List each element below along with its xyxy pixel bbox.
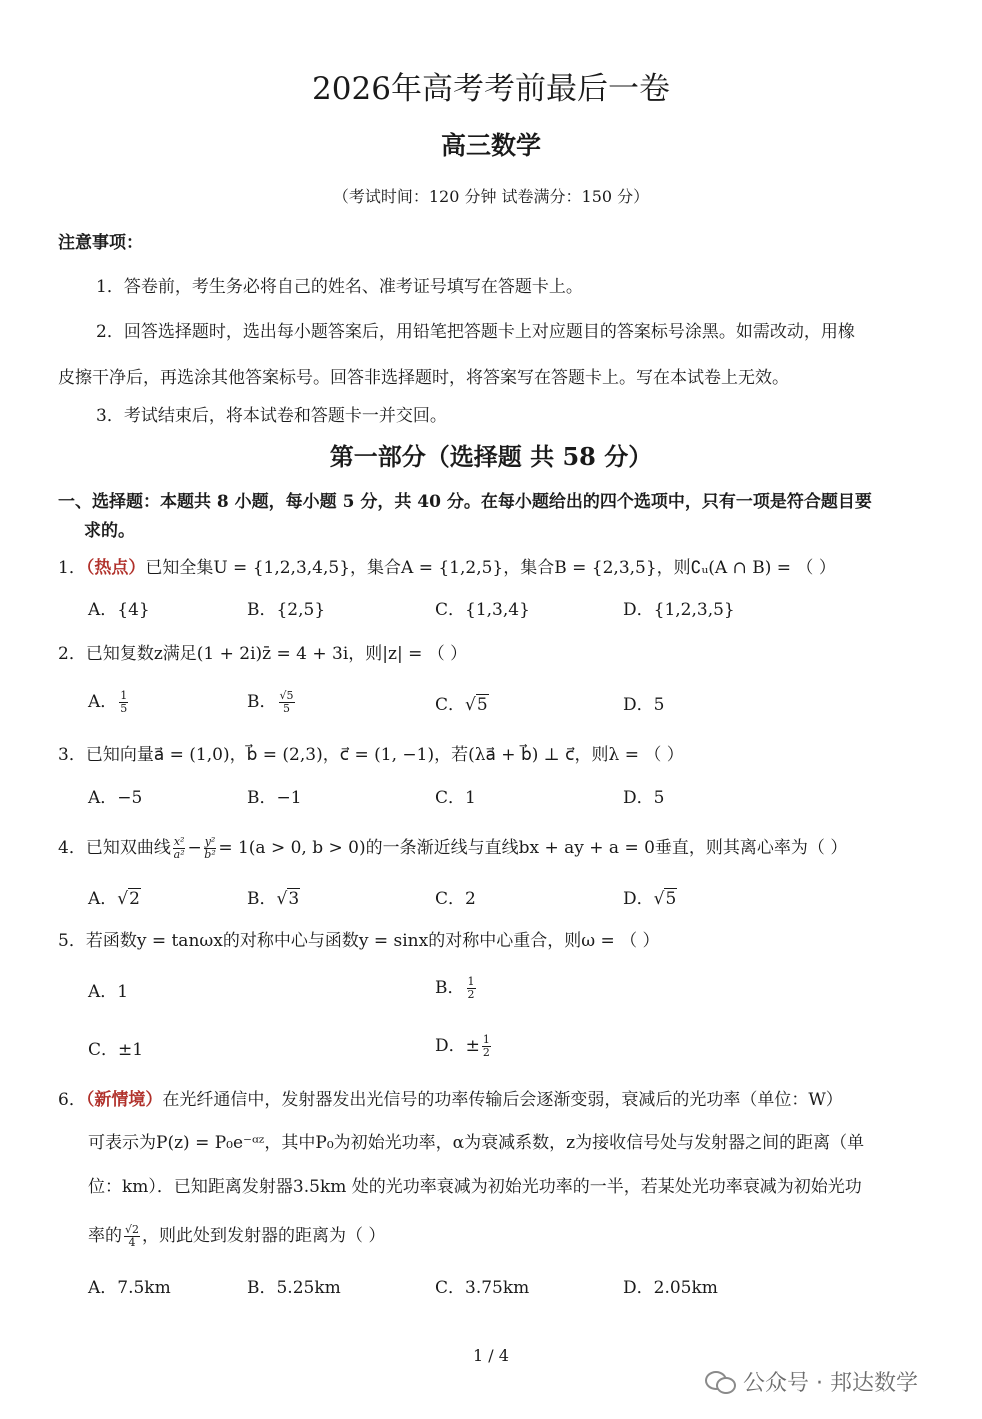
q6-line4-pre: 率的 <box>88 1226 122 1246</box>
part1-instruction-line1: 一、选择题：本题共 8 小题，每小题 5 分，共 40 分。在每小题给出的四个选项中，只有一项是符合题目要 <box>58 492 872 512</box>
q1-tag-hot: （热点） <box>85 558 146 578</box>
frac-denominator: 4 <box>128 1236 136 1249</box>
question-6-line3: 位：km）．已知距离发射器3.5km 处的光功率衰减为初始光功率的一半，若某处光功率衰减为初始光功 <box>88 1177 862 1197</box>
q4-minus: − <box>187 838 202 858</box>
q4-option-d-sqrt <box>654 888 678 910</box>
part1-title: 第一部分（选择题 共 58 分） <box>329 442 653 471</box>
q2-option-b-fraction <box>279 690 295 715</box>
sqrt-radicand: 5 <box>665 889 677 909</box>
frac-numerator: √2 <box>125 1223 140 1236</box>
q5-option-d <box>435 1034 493 1059</box>
frac-numerator: 1 <box>120 689 128 702</box>
q6-fraction <box>124 1224 140 1249</box>
frac-denominator: a² <box>173 848 185 861</box>
q4-option-b-sqrt <box>277 888 301 910</box>
frac-denominator: b² <box>204 848 216 861</box>
q2-option-b-label: B． <box>247 692 277 712</box>
q5-option-b-label: B． <box>435 978 465 998</box>
q1-option-d: D．{1,2,3,5} <box>623 600 735 620</box>
q6-option-b: B．5.25km <box>247 1278 341 1298</box>
q6-option-c: C．3.75km <box>435 1278 530 1298</box>
q4-option-c: C．2 <box>435 889 476 909</box>
q6-option-d: D．2.05km <box>623 1278 718 1298</box>
q3-option-d: D．5 <box>623 788 665 808</box>
q1-option-a: A．{4} <box>88 600 150 620</box>
sqrt-symbol: √ <box>276 889 288 909</box>
question-6-line2: 可表示为P(z) = P₀e⁻ᵅᶻ，其中P₀为初始光功率，α为衰减系数，z为接收信号处与发射器之间的距离（单 <box>88 1133 865 1153</box>
q5-option-a: A．1 <box>88 982 129 1002</box>
q5-option-b <box>435 976 478 1001</box>
q4-option-b <box>247 888 300 910</box>
question-5: 5．若函数y = tanωx的对称中心与函数y = sinx的对称中心重合，则ω = （ ） <box>58 931 660 951</box>
q4-option-b-label: B． <box>247 889 277 909</box>
question-3: 3．已知向量a⃗ = (1,0)，b⃗ = (2,3)，c⃗ = (1, −1)，若(λa⃗ + b⃗) ⊥ c⃗，则λ = （ ） <box>58 745 684 765</box>
note-item-2-line2: 皮擦干净后，再选涂其他答案标号。回答非选择题时，将答案写在答题卡上。写在本试卷上无效。 <box>58 368 789 388</box>
sqrt-radicand: 5 <box>476 695 488 715</box>
frac-numerator: 1 <box>482 1033 490 1046</box>
q6-option-a: A．7.5km <box>88 1278 171 1298</box>
sqrt-radicand: 2 <box>129 889 140 909</box>
sqrt-radicand: 3 <box>288 889 300 909</box>
note-item-2-line1: 2．回答选择题时，选出每小题答案后，用铅笔把答题卡上对应题目的答案标号涂黑。如需改动，用橡 <box>96 322 855 342</box>
note-item-3: 3．考试结束后，将本试卷和答题卡一并交回。 <box>96 406 447 426</box>
sqrt-symbol: √ <box>653 889 665 909</box>
watermark <box>705 1364 918 1398</box>
question-2: 2．已知复数z满足(1 + 2i)z̄ = 4 + 3i，则|z| = （ ） <box>58 644 468 664</box>
q5-option-b-fraction <box>467 976 476 1001</box>
q1-stem: 已知全集U = {1,2,3,4,5}，集合A = {1,2,5}，集合B = {2,3,5}，则∁ᵤ(A ∩ B) = （ ） <box>145 558 836 578</box>
notes-heading: 注意事项： <box>58 233 143 253</box>
q4-fraction-y <box>204 836 217 861</box>
frac-denominator: 5 <box>120 702 128 715</box>
q6-tag-new-context: （新情境） <box>85 1090 163 1110</box>
q2-option-a <box>88 690 130 715</box>
q2-option-a-fraction <box>119 690 128 715</box>
q2-option-c <box>435 694 489 716</box>
q3-option-a: A．−5 <box>88 788 143 808</box>
q6-line4-post: ，则此处到发射器的距离为（ ） <box>142 1226 386 1246</box>
question-4 <box>58 836 847 861</box>
q4-option-d <box>623 888 677 910</box>
q4-option-a-label: A． <box>88 889 118 909</box>
note-item-1: 1．答卷前，考生务必将自己的姓名、准考证号填写在答题卡上。 <box>96 277 583 297</box>
frac-denominator: 5 <box>283 702 290 715</box>
watermark-text: 公众号 · 邦达数学 <box>743 1370 918 1396</box>
frac-numerator: √5 <box>279 689 294 702</box>
q1-option-c: C．{1,3,4} <box>435 600 530 620</box>
q2-option-c-sqrt <box>465 694 489 716</box>
question-1 <box>58 557 836 579</box>
page-number: 1 / 4 <box>473 1346 509 1365</box>
q6-line1-text: 在光纤通信中，发射器发出光信号的功率传输后会逐渐变弱，衰减后的光功率（单位：W） <box>162 1090 843 1110</box>
exam-title: 2026年高考考前最后一卷 <box>312 71 670 107</box>
exam-info: （考试时间：120 分钟 试卷满分：150 分） <box>332 187 650 206</box>
q4-stem-post: = 1(a > 0, b > 0)的一条渐近线与直线bx + ay + a = 0垂直，则其离心率为（ ） <box>218 838 848 858</box>
question-6-line4 <box>88 1224 385 1249</box>
q5-option-d-label: D．± <box>435 1036 480 1056</box>
q1-number: 1． <box>58 558 86 578</box>
question-6-line1 <box>58 1089 843 1111</box>
frac-numerator: x² <box>173 835 185 848</box>
q4-fraction-x <box>173 836 186 861</box>
q4-option-a <box>88 888 141 910</box>
frac-denominator: 2 <box>482 1046 490 1059</box>
q2-option-d: D．5 <box>623 695 665 715</box>
q3-option-c: C．1 <box>435 788 476 808</box>
q2-option-b <box>247 690 297 715</box>
q4-stem-pre: 4．已知双曲线 <box>58 838 171 858</box>
q5-option-c: C．±1 <box>88 1040 144 1060</box>
sqrt-symbol: √ <box>117 889 129 909</box>
exam-subtitle: 高三数学 <box>440 131 541 160</box>
sqrt-symbol: √ <box>465 695 476 715</box>
q2-option-c-label: C． <box>435 695 466 715</box>
frac-denominator: 2 <box>467 988 475 1001</box>
wechat-icon <box>705 1369 735 1393</box>
q2-option-a-label: A． <box>88 692 118 712</box>
frac-numerator: y² <box>204 835 216 848</box>
q5-option-d-fraction <box>482 1034 491 1059</box>
part1-instruction-line2: 求的。 <box>84 521 135 541</box>
q1-option-b: B．{2,5} <box>247 600 326 620</box>
q4-option-a-sqrt <box>117 888 141 910</box>
q4-option-d-label: D． <box>623 889 654 909</box>
q3-option-b: B．−1 <box>247 788 302 808</box>
q6-number: 6． <box>58 1090 86 1110</box>
frac-numerator: 1 <box>467 975 475 988</box>
